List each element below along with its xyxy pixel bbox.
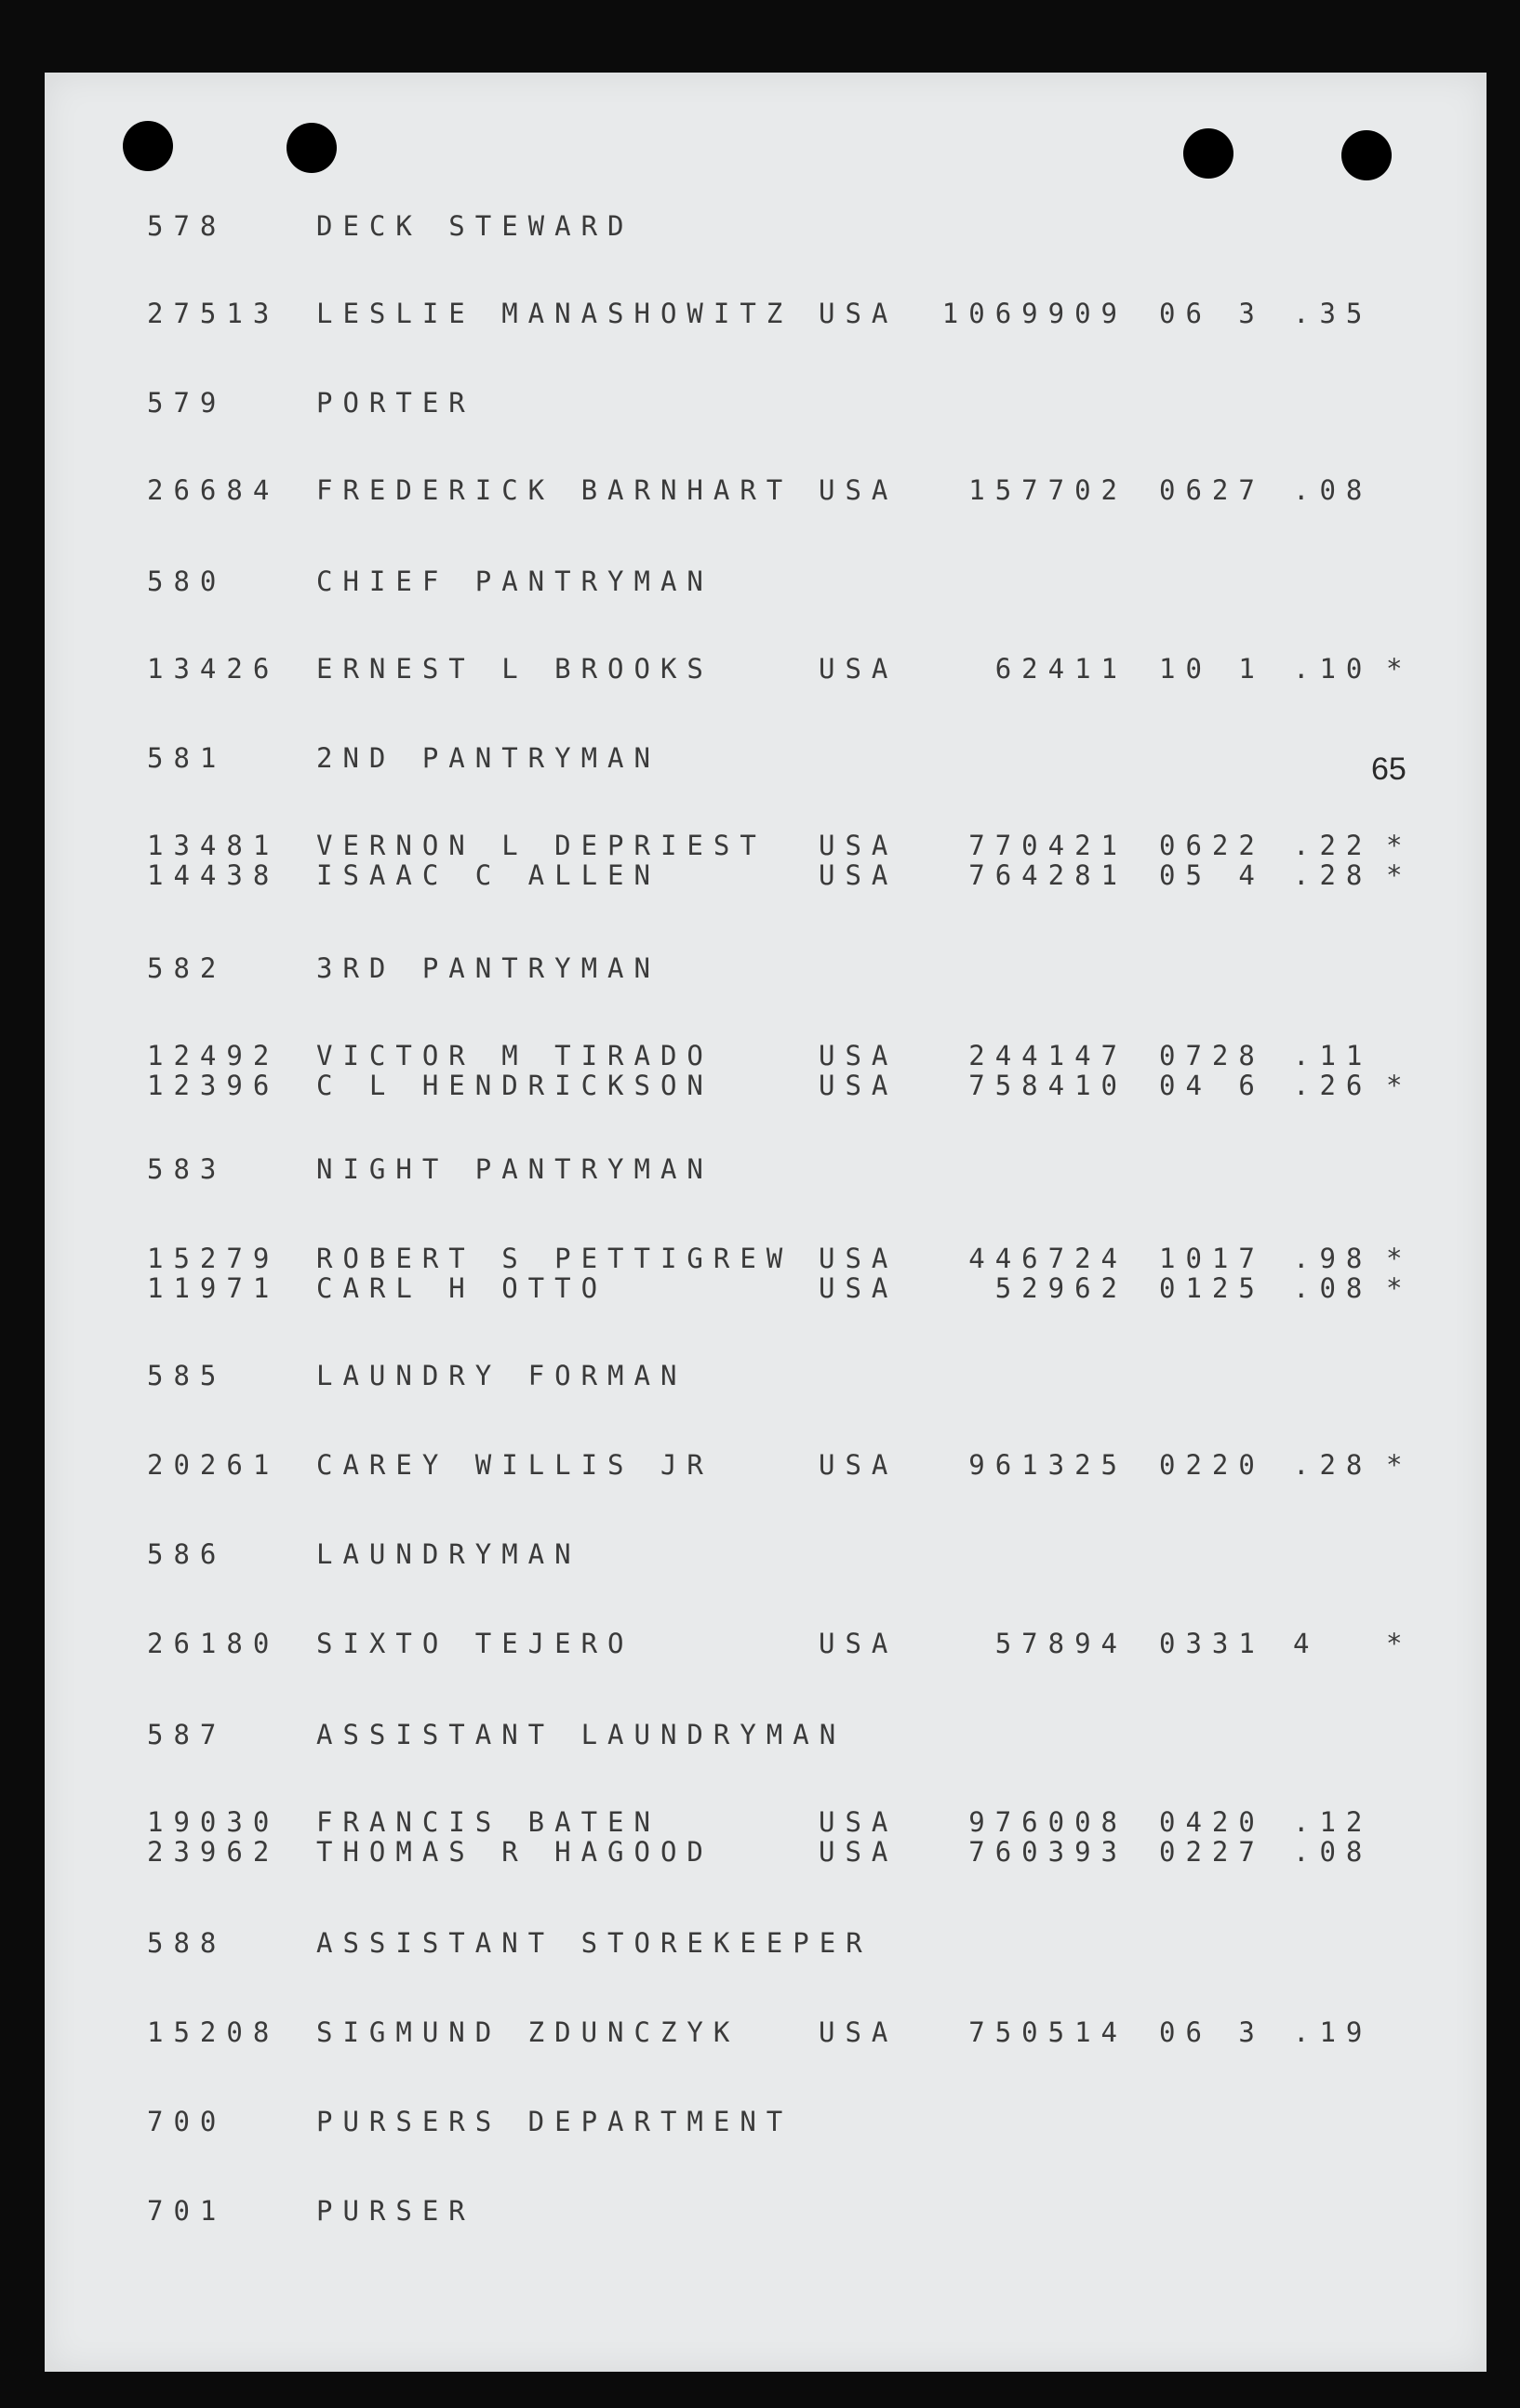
crew-entry [0, 830, 1520, 863]
crew-name: ERNEST L BROOKS [316, 653, 713, 685]
crew-number: 19030 [147, 1806, 280, 1838]
asterisk-mark: * [1386, 1243, 1413, 1274]
crew-entry [0, 653, 1520, 686]
section-code: 578 [147, 210, 227, 242]
rate-value: .98 [1293, 1243, 1373, 1274]
section-title: LAUNDRY FORMAN [316, 1360, 687, 1391]
asterisk-mark: * [1386, 1449, 1413, 1481]
section-title: NIGHT PANTRYMAN [316, 1153, 713, 1185]
section-title: LAUNDRYMAN [316, 1538, 581, 1570]
crew-entry [0, 474, 1520, 508]
section-heading [0, 1719, 1520, 1752]
section-heading [0, 387, 1520, 420]
nationality: USA [819, 1243, 899, 1274]
document-number: 961325 [968, 1449, 1127, 1481]
nationality: USA [819, 474, 899, 506]
crew-entry [0, 1272, 1520, 1306]
date-code: 06 3 [1159, 2016, 1265, 2048]
section-code: 586 [147, 1538, 227, 1570]
section-code: 583 [147, 1153, 227, 1185]
date-code: 0627 [1159, 474, 1265, 506]
rate-value: .12 [1293, 1806, 1373, 1838]
section-title: PURSER [316, 2195, 475, 2227]
document-number: 764281 [968, 859, 1127, 891]
crew-name: SIGMUND ZDUNCZYK [316, 2016, 740, 2048]
crew-number: 27513 [147, 298, 280, 329]
document-number: 770421 [968, 830, 1127, 861]
crew-name: THOMAS R HAGOOD [316, 1836, 713, 1868]
asterisk-mark: * [1386, 859, 1413, 891]
document-number: 157702 [968, 474, 1127, 506]
date-code: 0331 [1159, 1628, 1265, 1659]
nationality: USA [819, 653, 899, 685]
crew-number: 13426 [147, 653, 280, 685]
section-code: 581 [147, 742, 227, 774]
section-title: ASSISTANT LAUNDRYMAN [316, 1719, 847, 1750]
document-number: 446724 [968, 1243, 1127, 1274]
rate-value: 4 [1293, 1628, 1320, 1659]
crew-number: 12492 [147, 1040, 280, 1071]
crew-number: 26180 [147, 1628, 280, 1659]
crew-entry [0, 1040, 1520, 1073]
crew-entry [0, 1836, 1520, 1869]
document-number: 750514 [968, 2016, 1127, 2048]
rate-value: .08 [1293, 1272, 1373, 1304]
section-title: PURSERS DEPARTMENT [316, 2106, 793, 2137]
crew-name: C L HENDRICKSON [316, 1070, 713, 1101]
asterisk-mark: * [1386, 1272, 1413, 1304]
document-number: 52962 [994, 1272, 1127, 1304]
nationality: USA [819, 298, 899, 329]
asterisk-mark: * [1386, 1070, 1413, 1101]
crew-entry [0, 1449, 1520, 1483]
nationality: USA [819, 859, 899, 891]
crew-entry [0, 298, 1520, 331]
asterisk-mark: * [1386, 653, 1413, 685]
section-heading [0, 952, 1520, 986]
rate-value: .22 [1293, 830, 1373, 861]
crew-number: 23962 [147, 1836, 280, 1868]
crew-name: VICTOR M TIRADO [316, 1040, 713, 1071]
section-code: 588 [147, 1927, 227, 1959]
rate-value: .35 [1293, 298, 1373, 329]
section-heading [0, 2195, 1520, 2228]
document-number: 62411 [994, 653, 1127, 685]
crew-name: ROBERT S PETTIGREW [316, 1243, 793, 1274]
date-code: 0420 [1159, 1806, 1265, 1838]
crew-name: LESLIE MANASHOWITZ [316, 298, 793, 329]
section-heading [0, 1153, 1520, 1187]
section-title: PORTER [316, 387, 475, 419]
document-number: 57894 [994, 1628, 1127, 1659]
crew-number: 26684 [147, 474, 280, 506]
crew-name: VERNON L DEPRIEST [316, 830, 767, 861]
section-title: CHIEF PANTRYMAN [316, 565, 713, 597]
rate-value: .08 [1293, 1836, 1373, 1868]
crew-name: CAREY WILLIS JR [316, 1449, 713, 1481]
nationality: USA [819, 1070, 899, 1101]
crew-name: FRANCIS BATEN [316, 1806, 660, 1838]
section-heading [0, 1360, 1520, 1393]
document-number: 758410 [968, 1070, 1127, 1101]
section-heading [0, 565, 1520, 599]
section-heading [0, 2106, 1520, 2139]
asterisk-mark: * [1386, 1628, 1413, 1659]
rate-value: .10 [1293, 653, 1373, 685]
date-code: 0728 [1159, 1040, 1265, 1071]
document-number: 760393 [968, 1836, 1127, 1868]
nationality: USA [819, 1806, 899, 1838]
nationality: USA [819, 1628, 899, 1659]
crew-number: 13481 [147, 830, 280, 861]
nationality: USA [819, 830, 899, 861]
crew-entry [0, 1243, 1520, 1276]
section-title: 3RD PANTRYMAN [316, 952, 660, 984]
section-code: 701 [147, 2195, 227, 2227]
crew-entry [0, 1628, 1520, 1661]
document-number: 244147 [968, 1040, 1127, 1071]
crew-number: 15208 [147, 2016, 280, 2048]
crew-name: ISAAC C ALLEN [316, 859, 660, 891]
crew-number: 15279 [147, 1243, 280, 1274]
crew-entry [0, 2016, 1520, 2050]
rate-value: .19 [1293, 2016, 1373, 2048]
document-number: 1069909 [941, 298, 1127, 329]
crew-entry [0, 1070, 1520, 1103]
document-number: 976008 [968, 1806, 1127, 1838]
crew-number: 11971 [147, 1272, 280, 1304]
section-code: 580 [147, 565, 227, 597]
crew-number: 12396 [147, 1070, 280, 1101]
crew-number: 20261 [147, 1449, 280, 1481]
crew-name: FREDERICK BARNHART [316, 474, 793, 506]
rate-value: .08 [1293, 474, 1373, 506]
nationality: USA [819, 1836, 899, 1868]
section-code: 579 [147, 387, 227, 419]
rate-value: .28 [1293, 1449, 1373, 1481]
nationality: USA [819, 2016, 899, 2048]
nationality: USA [819, 1040, 899, 1071]
section-heading [0, 210, 1520, 244]
rate-value: .26 [1293, 1070, 1373, 1101]
section-title: 2ND PANTRYMAN [316, 742, 660, 774]
section-code: 582 [147, 952, 227, 984]
crew-name: SIXTO TEJERO [316, 1628, 634, 1659]
section-code: 700 [147, 2106, 227, 2137]
section-code: 585 [147, 1360, 227, 1391]
date-code: 06 3 [1159, 298, 1265, 329]
date-code: 04 6 [1159, 1070, 1265, 1101]
section-heading [0, 742, 1520, 776]
section-code: 587 [147, 1719, 227, 1750]
date-code: 10 1 [1159, 653, 1265, 685]
crew-number: 14438 [147, 859, 280, 891]
crew-entry [0, 859, 1520, 893]
page-number: 65 [1371, 752, 1407, 787]
section-heading [0, 1538, 1520, 1572]
date-code: 1017 [1159, 1243, 1265, 1274]
crew-entry [0, 1806, 1520, 1840]
date-code: 0220 [1159, 1449, 1265, 1481]
asterisk-mark: * [1386, 830, 1413, 861]
date-code: 05 4 [1159, 859, 1265, 891]
date-code: 0622 [1159, 830, 1265, 861]
date-code: 0125 [1159, 1272, 1265, 1304]
rate-value: .11 [1293, 1040, 1373, 1071]
rate-value: .28 [1293, 859, 1373, 891]
date-code: 0227 [1159, 1836, 1265, 1868]
section-heading [0, 1927, 1520, 1961]
section-title: ASSISTANT STOREKEEPER [316, 1927, 873, 1959]
nationality: USA [819, 1272, 899, 1304]
nationality: USA [819, 1449, 899, 1481]
crew-name: CARL H OTTO [316, 1272, 608, 1304]
section-title: DECK STEWARD [316, 210, 634, 242]
